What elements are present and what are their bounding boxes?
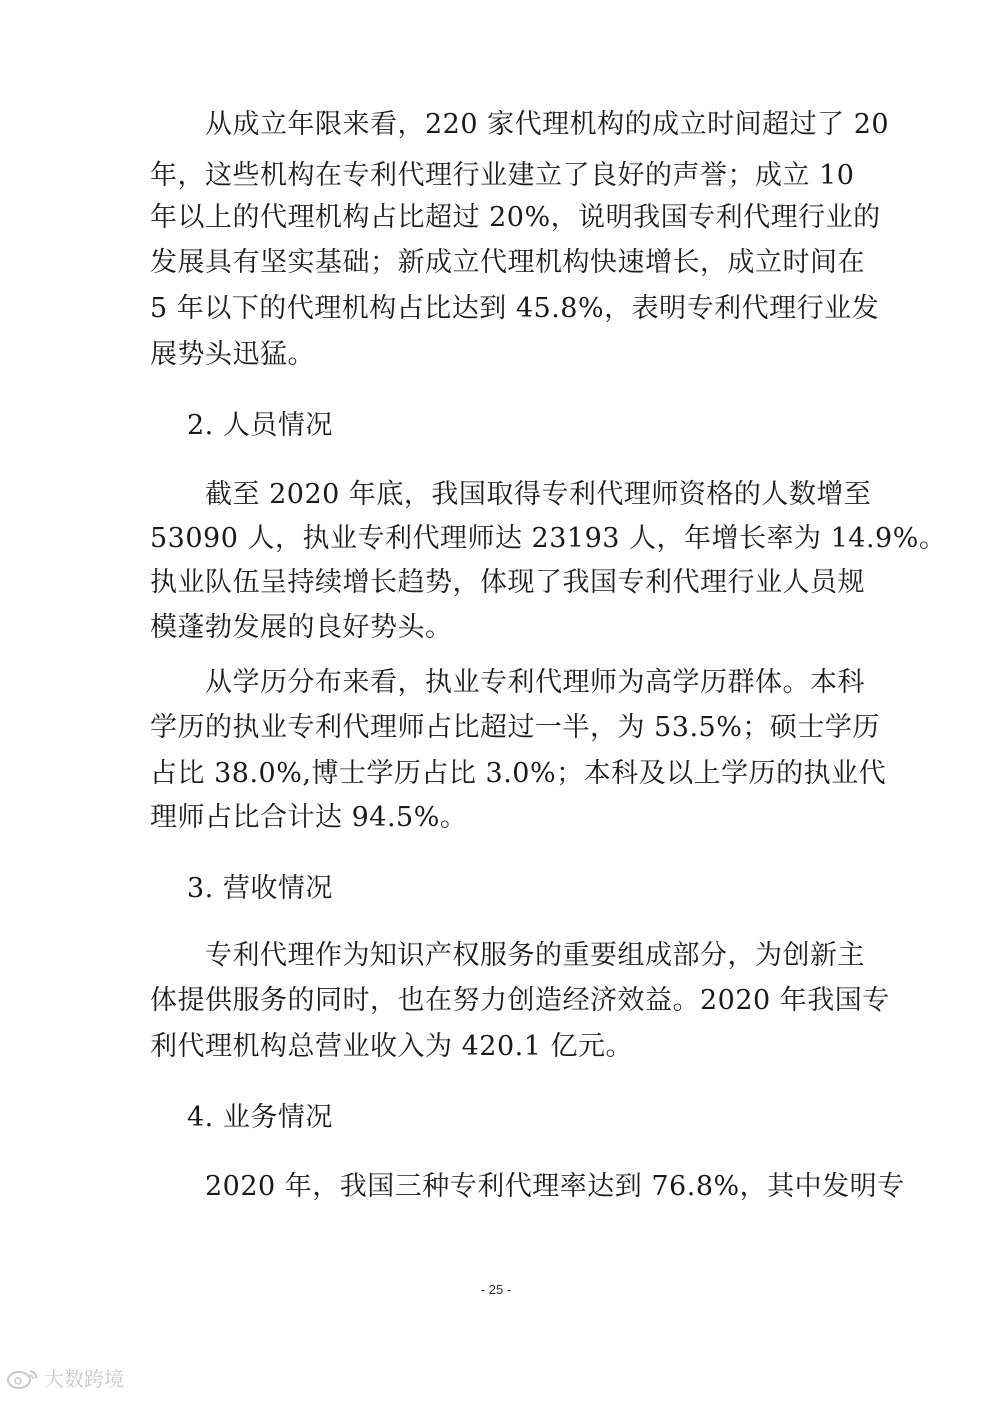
paragraph-line: 从成立年限来看，220 家代理机构的成立时间超过了 20: [205, 109, 890, 140]
paragraph-line: 年，这些机构在专利代理行业建立了良好的声誉；成立 10: [150, 160, 855, 191]
paragraph-line: 学历的执业专利代理师占比超过一半，为 53.5%；硕士学历: [150, 712, 880, 743]
paragraph-line: 展势头迅猛。: [150, 339, 315, 370]
section-heading: 3. 营收情况: [187, 873, 333, 904]
paragraph-line: 利代理机构总营业收入为 420.1 亿元。: [150, 1031, 633, 1062]
page-number: - 25 -: [480, 1282, 512, 1297]
weibo-logo-icon: [6, 1367, 40, 1389]
paragraph-line: 理师占比合计达 94.5%。: [150, 802, 468, 833]
paragraph-line: 年以上的代理机构占比超过 20%，说明我国专利代理行业的: [150, 202, 881, 233]
paragraph-line: 53090 人，执业专利代理师达 23193 人，年增长率为 14.9%。: [150, 523, 947, 554]
paragraph-line: 执业队伍呈持续增长趋势，体现了我国专利代理行业人员规: [150, 567, 865, 598]
watermark-text: 大数跨境: [44, 1367, 124, 1391]
paragraph-line: 2020 年，我国三种专利代理率达到 76.8%，其中发明专: [205, 1171, 905, 1202]
paragraph-line: 从学历分布来看，执业专利代理师为高学历群体。本科: [205, 667, 865, 698]
paragraph-line: 5 年以下的代理机构占比达到 45.8%，表明专利代理行业发: [150, 293, 880, 324]
section-heading: 2. 人员情况: [187, 410, 333, 441]
paragraph-line: 发展具有坚实基础；新成立代理机构快速增长，成立时间在: [150, 247, 865, 278]
paragraph-line: 体提供服务的同时，也在努力创造经济效益。2020 年我国专: [150, 985, 890, 1016]
paragraph-line: 模蓬勃发展的良好势头。: [150, 612, 453, 643]
paragraph-line: 截至 2020 年底，我国取得专利代理师资格的人数增至: [205, 479, 872, 510]
paragraph-line: 专利代理作为知识产权服务的重要组成部分，为创新主: [205, 940, 865, 971]
watermark: [6, 1363, 124, 1392]
paragraph-line: 占比 38.0%,博士学历占比 3.0%；本科及以上学历的执业代: [150, 758, 887, 789]
section-heading: 4. 业务情况: [187, 1102, 333, 1133]
